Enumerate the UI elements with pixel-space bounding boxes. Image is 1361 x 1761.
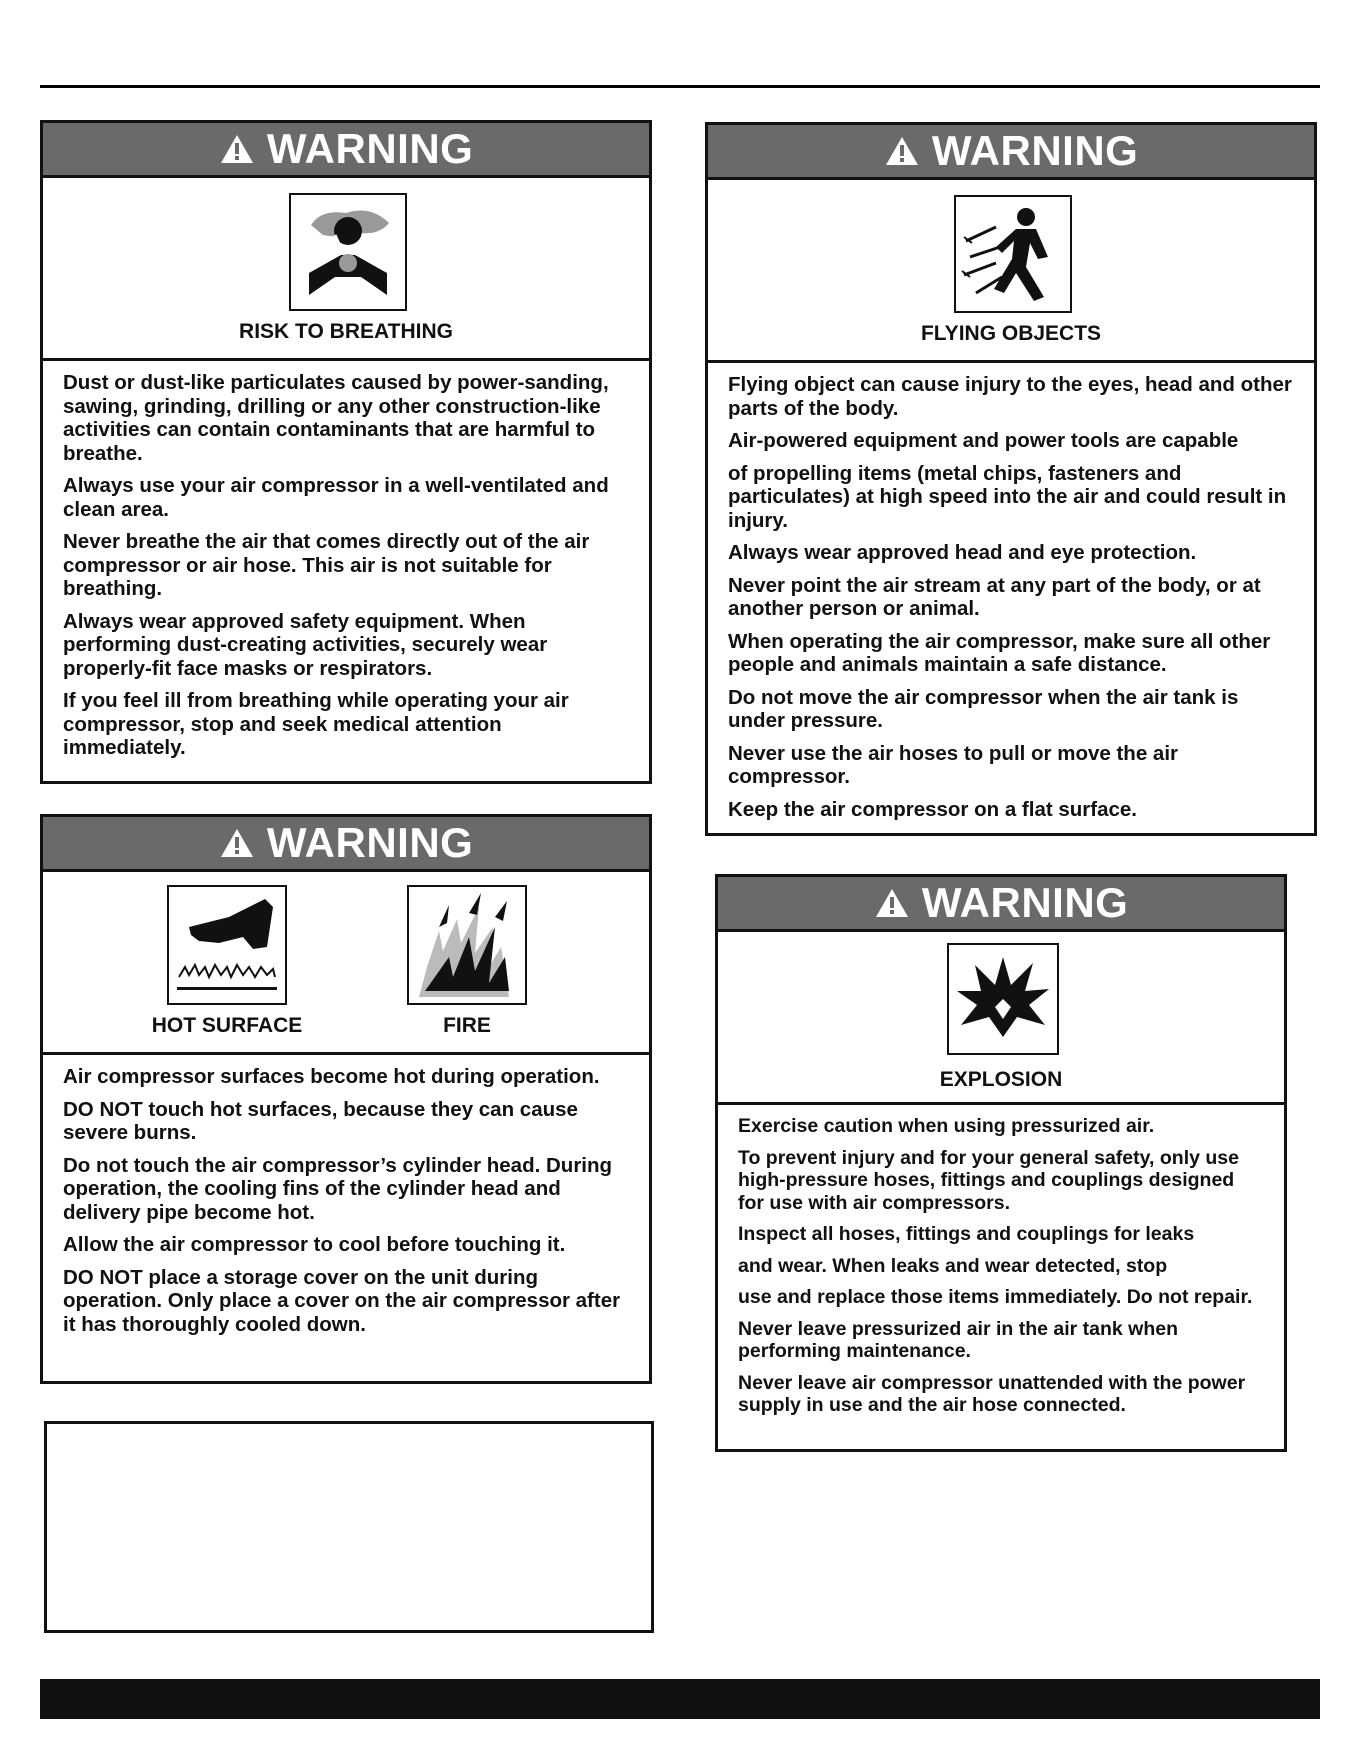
paragraph: Flying object can cause injury to the eyes, head and other parts of the body. bbox=[728, 373, 1292, 420]
symbol-area bbox=[718, 932, 1284, 1105]
paragraph: Dust or dust-like particulates caused by power-sanding, sawing, grinding, drilling or any other construction-like activities can contain contaminants that are harmful to breathe. bbox=[63, 371, 609, 465]
warning-title: WARNING bbox=[921, 879, 1129, 926]
paragraph: Never point the air stream at any part of the body, or at another person or animal. bbox=[728, 573, 1261, 620]
paragraph: To prevent injury and for your general safety, only use high-pressure hoses, fittings and couplings designed for use with air compressors. bbox=[738, 1146, 1239, 1214]
bottom-bar bbox=[40, 1679, 1320, 1719]
symbol-area bbox=[43, 872, 649, 1055]
top-rule bbox=[40, 85, 1320, 88]
paragraph: Always wear approved head and eye protection. bbox=[728, 541, 1197, 564]
paragraph: Do not move the air compressor when the air tank is under pressure. bbox=[728, 685, 1239, 732]
paragraph: Never leave air compressor unattended with the power supply in use and the air hose connected. bbox=[738, 1371, 1246, 1416]
warning-triangle-icon bbox=[874, 879, 922, 926]
flying-objects-icon bbox=[954, 195, 1072, 313]
warning-body bbox=[43, 1055, 649, 1336]
warning-title: WARNING bbox=[266, 125, 474, 172]
warning-body bbox=[718, 1105, 1284, 1417]
paragraph: Never leave pressurized air in the air tank when performing maintenance. bbox=[738, 1317, 1179, 1362]
hot-surface-icon bbox=[167, 885, 287, 1005]
symbol-label: RISK TO BREATHING bbox=[239, 320, 453, 343]
paragraph: Inspect all hoses, fittings and couplings for leaks bbox=[738, 1223, 1195, 1245]
warning-title: WARNING bbox=[931, 127, 1139, 174]
paragraph: Keep the air compressor on a flat surface. bbox=[728, 797, 1137, 821]
respirator-icon bbox=[289, 193, 407, 311]
paragraph: DO NOT place a storage cover on the unit during operation. Only place a cover on the air compressor after it has thoroughly cooled down. bbox=[63, 1265, 621, 1336]
symbol-label-hot-surface: HOT SURFACE bbox=[151, 1014, 303, 1037]
paragraph: Air-powered equipment and power tools are capable bbox=[728, 429, 1239, 452]
warning-header bbox=[43, 817, 649, 872]
warning-triangle-icon bbox=[219, 819, 267, 866]
empty-box bbox=[44, 1421, 654, 1633]
warning-triangle-icon bbox=[884, 127, 932, 174]
paragraph: DO NOT touch hot surfaces, because they can cause severe burns. bbox=[63, 1097, 578, 1144]
paragraph: use and replace those items immediately. Do not repair. bbox=[738, 1286, 1253, 1308]
warning-header bbox=[708, 125, 1314, 180]
warning-panel-hot-surface bbox=[40, 814, 652, 1384]
symbol-label: EXPLOSION bbox=[939, 1068, 1063, 1091]
warning-panel-flying-objects bbox=[705, 122, 1317, 836]
paragraph: Air compressor surfaces become hot during operation. bbox=[63, 1065, 600, 1088]
paragraph: Never use the air hoses to pull or move the air compressor. bbox=[728, 741, 1178, 788]
paragraph: Always use your air compressor in a well-ventilated and clean area. bbox=[63, 474, 609, 521]
warning-panel-breathing bbox=[40, 120, 652, 784]
explosion-icon bbox=[947, 943, 1059, 1055]
warning-body bbox=[43, 361, 649, 760]
paragraph: If you feel ill from breathing while operating your air compressor, stop and seek medical attention immediately. bbox=[63, 689, 569, 759]
warning-title: WARNING bbox=[266, 819, 474, 866]
warning-panel-explosion bbox=[715, 874, 1287, 1452]
warning-header bbox=[718, 877, 1284, 932]
paragraph: When operating the air compressor, make sure all other people and animals maintain a safe distance. bbox=[728, 629, 1271, 676]
warning-header bbox=[43, 123, 649, 178]
symbol-label: FLYING OBJECTS bbox=[920, 322, 1102, 345]
paragraph: of propelling items (metal chips, fasteners and particulates) at high speed into the air and could result in injury. bbox=[728, 461, 1287, 532]
symbol-area bbox=[43, 178, 649, 361]
symbol-label-fire: FIRE bbox=[443, 1014, 491, 1037]
paragraph: Never breathe the air that comes directly out of the air compressor or air hose. This air is not suitable for breathing. bbox=[63, 530, 590, 600]
paragraph: and wear. When leaks and wear detected, stop bbox=[738, 1254, 1168, 1277]
paragraph: Do not touch the air compressor’s cylinder head. During operation, the cooling fins of the cylinder head and delivery pipe become hot. bbox=[63, 1153, 613, 1224]
fire-icon bbox=[407, 885, 527, 1005]
symbol-area bbox=[708, 180, 1314, 363]
warning-triangle-icon bbox=[219, 125, 267, 172]
paragraph: Exercise caution when using pressurized air. bbox=[738, 1115, 1155, 1137]
paragraph: Always wear approved safety equipment. When performing dust-creating activities, securely wear properly-fit face masks or respirators. bbox=[63, 609, 548, 680]
warning-body bbox=[708, 363, 1314, 821]
paragraph: Allow the air compressor to cool before touching it. bbox=[63, 1233, 566, 1256]
